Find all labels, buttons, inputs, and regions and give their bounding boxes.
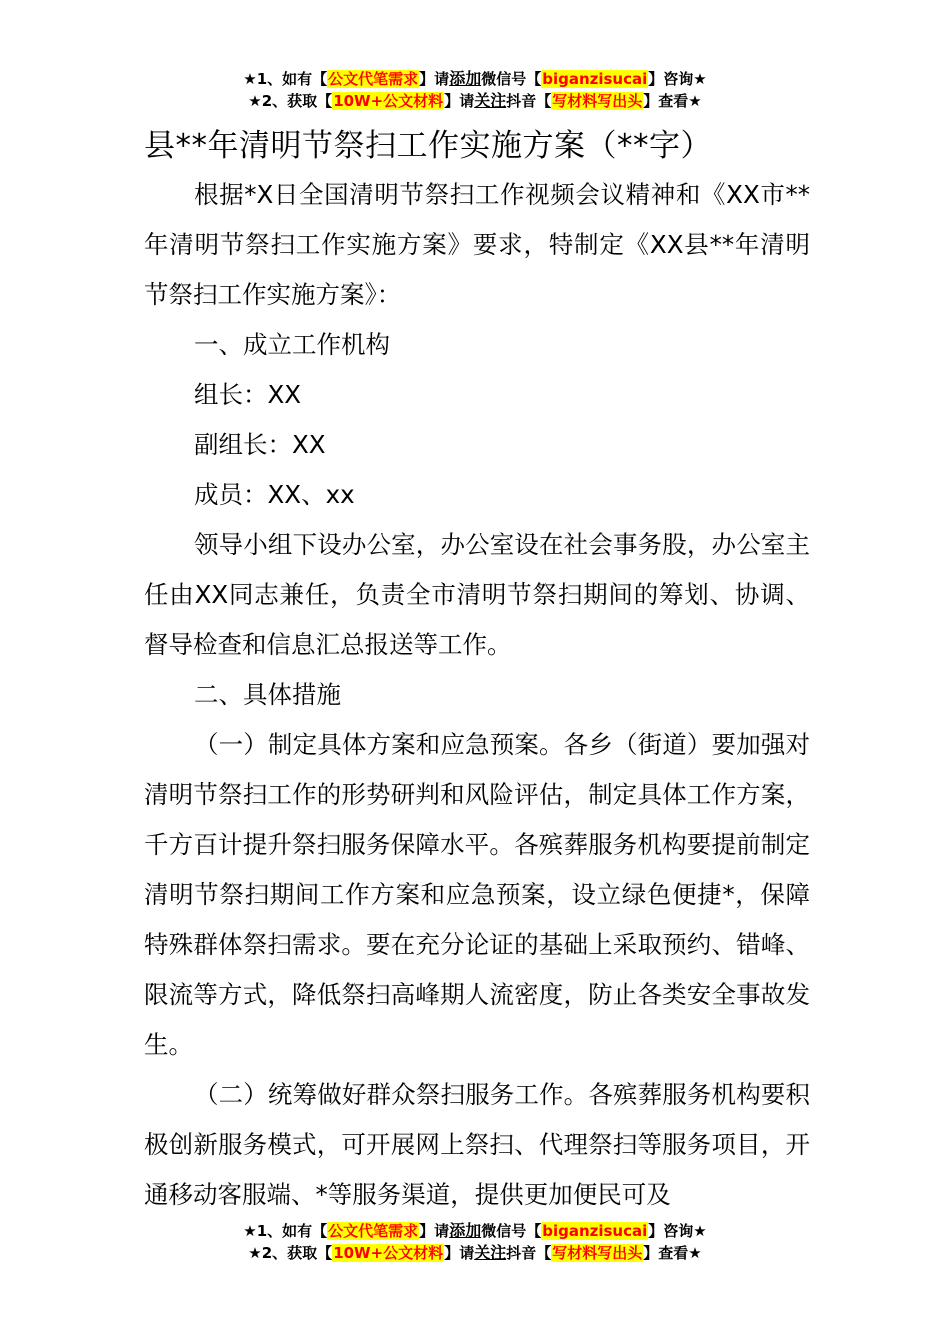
- section-heading: 二、具体措施: [194, 680, 341, 709]
- document-title: 县**年清明节祭扫工作实施方案（**字）: [144, 128, 712, 164]
- douyin-id: 写材料写出头: [552, 92, 643, 110]
- promo-banner-bottom: [0, 1220, 950, 1264]
- promo-line-2: ★2、获取【10W+公文材料】请关注抖音【写材料写出头】查看★: [248, 91, 702, 110]
- wechat-id: biganzisucai: [542, 70, 648, 88]
- paragraph: 副组长：XX: [194, 430, 326, 459]
- paragraph: 领导小组下设办公室，办公室设在社会事务股，办公室主任由XX同志兼任，负责全市清明节祭扫期间的筹划、协调、督导检查和信息汇总报送等工作。: [144, 530, 810, 659]
- promo-line-1: ★1、如有【公文代笔需求】请添加微信号【biganzisucai】咨询★: [243, 1221, 707, 1240]
- wechat-id: biganzisucai: [542, 1222, 648, 1240]
- paragraph: 组长：XX: [194, 380, 302, 409]
- promo-line-1: ★1、如有【公文代笔需求】请添加微信号【biganzisucai】咨询★: [243, 69, 707, 88]
- highlight-text: 10W+公文材料: [333, 92, 444, 110]
- promo-banner-top: [0, 68, 950, 112]
- highlight-text: 公文代笔需求: [328, 1222, 419, 1240]
- paragraph: （二）统筹做好群众祭扫服务工作。各殡葬服务机构要积极创新服务模式，可开展网上祭扫、代理祭扫等服务项目，开通移动客服端、*等服务渠道，提供更加便民可及: [144, 1080, 810, 1209]
- paragraph: 根据*X日全国清明节祭扫工作视频会议精神和《XX市**年清明节祭扫工作实施方案》要求，特制定《XX县**年清明节祭扫工作实施方案》：: [144, 180, 810, 309]
- section-heading: 一、成立工作机构: [194, 330, 390, 359]
- highlight-text: 公文代笔需求: [328, 70, 419, 88]
- document-body: [144, 170, 810, 1220]
- paragraph: 成员：XX、xx: [194, 480, 355, 509]
- paragraph: （一）制定具体方案和应急预案。各乡（街道）要加强对清明节祭扫工作的形势研判和风险评估，制定具体工作方案，千方百计提升祭扫服务保障水平。各殡葬服务机构要提前制定清明节祭扫期间工作方案和应急预案，设立绿色便捷*，保障特殊群体祭扫需求。要在充分论证的基础上采取预约、错峰、限流等方式，降低祭扫高峰期人流密度，防止各类安全事故发生。: [144, 730, 810, 1059]
- promo-line-2: ★2、获取【10W+公文材料】请关注抖音【写材料写出头】查看★: [248, 1243, 702, 1262]
- douyin-id: 写材料写出头: [552, 1244, 643, 1262]
- highlight-text: 10W+公文材料: [333, 1244, 444, 1262]
